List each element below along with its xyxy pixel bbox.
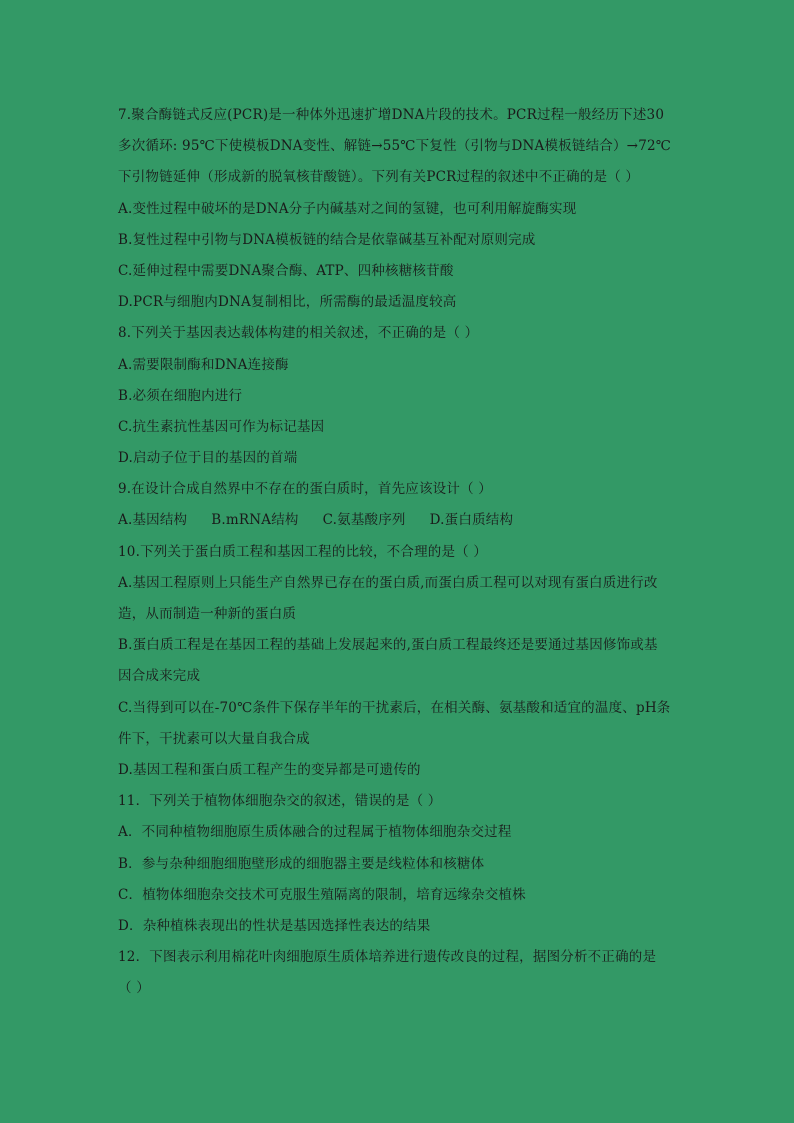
q9-option-b: B.mRNA结构 (211, 512, 299, 529)
question-9 (118, 474, 678, 536)
q11-option-b: B．参与杂种细胞细胞壁形成的细胞器主要是线粒体和核糖体 (118, 855, 485, 872)
q11-option-c: C．植物体细胞杂交技术可克服生殖隔离的限制，培育远缘杂交植株 (118, 886, 526, 903)
question-10 (118, 537, 678, 787)
question-11 (118, 786, 678, 942)
q7-option-b: B.复性过程中引物与DNA模板链的结合是依靠碱基互补配对原则完成 (118, 231, 536, 248)
q9-stem: 9.在设计合成自然界中不存在的蛋白质时，首先应该设计（ ） (118, 481, 492, 498)
q10-option-a-line-2: 造，从而制造一种新的蛋白质 (118, 606, 297, 622)
question-12 (118, 942, 678, 1004)
q10-option-c-line-1: C.当得到可以在-70℃条件下保存半年的干扰素后，在相关酶、氨基酸和适宜的温度、pH条 (118, 699, 671, 716)
q7-stem-line-1: 7.聚合酶链式反应(PCR)是一种体外迅速扩增DNA片段的技术。PCR过程一般经历下述30 (118, 107, 665, 123)
q10-option-a-line-1: A.基因工程原则上只能生产自然界已存在的蛋白质,而蛋白质工程可以对现有蛋白质进行改 (118, 574, 658, 591)
q7-option-a: A.变性过程中破坏的是DNA分子内碱基对之间的氢键，也可利用解旋酶实现 (118, 200, 577, 217)
q11-stem: 11．下列关于植物体细胞杂交的叙述，错误的是（ ） (118, 793, 442, 810)
q10-option-d: D.基因工程和蛋白质工程产生的变异都是可遗传的 (118, 761, 421, 778)
q12-stem-line-2: （ ） (118, 980, 150, 997)
q7-stem-line-3: 下引物链延伸（形成新的脱氧核苷酸链）。下列有关PCR过程的叙述中不正确的是（ ） (118, 169, 640, 186)
q7-stem-line-2: 多次循环: 95℃下使模板DNA变性、解链→55℃下复性（引物与DNA模板链结合）→72℃ (118, 138, 672, 155)
q10-stem: 10.下列关于蛋白质工程和基因工程的比较，不合理的是（ ） (118, 543, 488, 560)
q12-stem-line-1: 12．下图表示利用棉花叶肉细胞原生质体培养进行遗传改良的过程，据图分析不正确的是 (118, 949, 657, 966)
q10-option-b-line-2: 因合成来完成 (118, 668, 201, 685)
q10-option-c-line-2: 件下，干扰素可以大量自我合成 (118, 730, 310, 747)
q8-option-c: C.抗生素抗性基因可作为标记基因 (118, 418, 325, 435)
q8-option-d: D.启动子位于目的基因的首端 (118, 450, 298, 467)
q9-option-a: A.基因结构 (118, 512, 188, 529)
q11-option-d: D．杂种植株表现出的性状是基因选择性表达的结果 (118, 917, 431, 934)
q7-option-d: D.PCR与细胞内DNA复制相比，所需酶的最适温度较高 (118, 294, 457, 311)
q9-option-c: C.氨基酸序列 (322, 512, 406, 529)
q11-option-a: A．不同种植物细胞原生质体融合的过程属于植物体细胞杂交过程 (118, 824, 512, 841)
q9-option-d: D.蛋白质结构 (429, 512, 514, 529)
q7-option-c: C.延伸过程中需要DNA聚合酶、ATP、四种核糖核苷酸 (118, 262, 454, 279)
q8-stem: 8.下列关于基因表达载体构建的相关叙述，不正确的是（ ） (118, 325, 479, 342)
q10-option-b-line-1: B.蛋白质工程是在基因工程的基础上发展起来的,蛋白质工程最终还是要通过基因修饰或基 (118, 637, 658, 654)
q9-options-row (118, 505, 678, 536)
document-page (118, 100, 678, 1004)
q8-option-b: B.必须在细胞内进行 (118, 387, 243, 404)
question-8 (118, 318, 678, 474)
question-7 (118, 100, 678, 318)
q8-option-a: A.需要限制酶和DNA连接酶 (118, 356, 289, 373)
